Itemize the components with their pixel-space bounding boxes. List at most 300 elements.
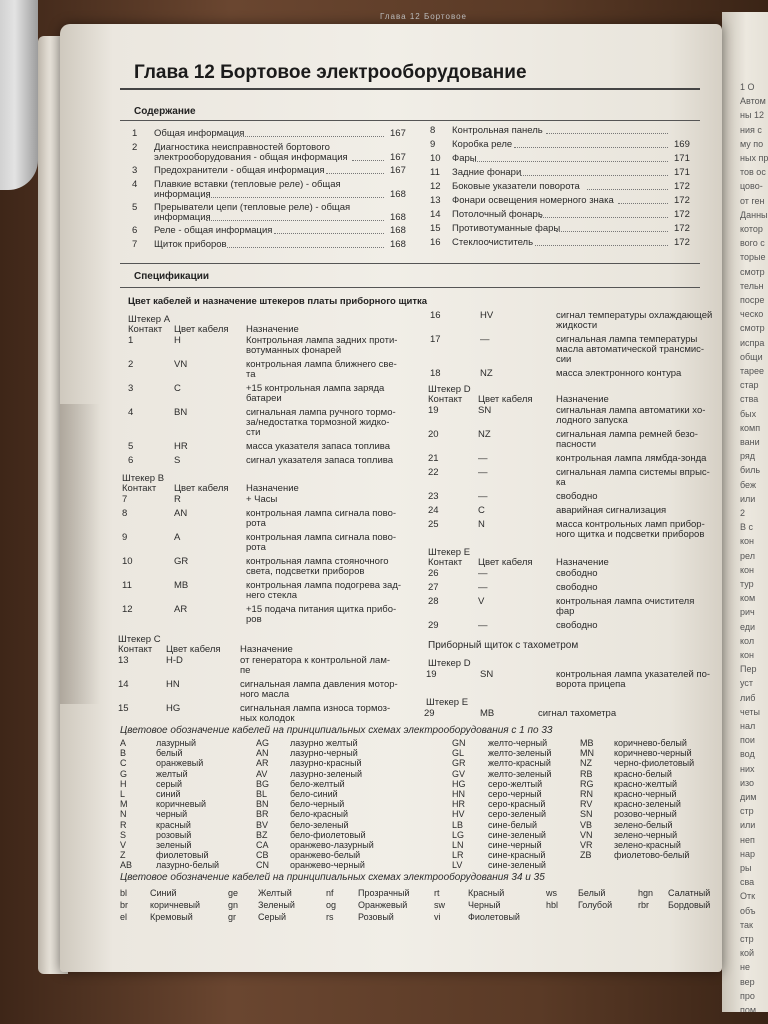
contact-purpose: сигнальная лампа системы впрыс- (556, 467, 710, 478)
toc-page-number: 167 (390, 165, 406, 176)
color-code: AG (256, 738, 270, 748)
color-code: BN (256, 799, 269, 810)
color-code: S (120, 829, 127, 840)
right-page-fragment: не (740, 962, 750, 973)
cable-color-code: S (174, 455, 181, 466)
toc-entry-text: Стеклоочиститель (452, 237, 534, 248)
right-page-fragment: цово- (740, 181, 763, 192)
toc-number: 13 (430, 195, 441, 206)
contact-purpose: за/недостатка тормозной жидко- (246, 417, 390, 428)
toc-number: 15 (430, 223, 441, 234)
toc-number: 6 (132, 225, 138, 236)
color-name: коричнево-черный (614, 748, 692, 759)
color-name: лазурно-белый (156, 860, 220, 871)
contact-number: 8 (122, 508, 128, 519)
color-name: бело-черный (290, 799, 345, 810)
cable-color-code: SN (478, 405, 492, 416)
cable-color-code: — (478, 467, 488, 478)
contact-purpose: контрольная лампа указателей по- (556, 669, 711, 680)
column-header-purpose: Назначение (240, 644, 293, 655)
right-page-fragment: рич (740, 607, 755, 618)
color-code: og (326, 900, 337, 910)
right-page-fragment: В с (740, 522, 754, 533)
toc-entry-text: Диагностика неисправностей бортового (154, 142, 330, 153)
color-name: желто-зеленый (488, 748, 552, 759)
contact-purpose: масса электронного контура (556, 368, 682, 379)
toc-leader-dots (274, 233, 384, 234)
contact-purpose: рота (246, 518, 266, 529)
color-code: MN (580, 748, 594, 759)
cable-color-code: HR (174, 441, 188, 452)
color-code: LN (452, 840, 464, 850)
color-code: G (120, 768, 128, 779)
contact-purpose: свободно (556, 620, 598, 631)
contact-number: 10 (122, 556, 133, 567)
color-code: hgn (638, 888, 654, 898)
contact-purpose: сигнальная лампа износа тормоз- (240, 703, 391, 714)
color-name: лазурно желтый (290, 738, 358, 748)
contact-purpose: контрольная лампа стояночного (246, 556, 389, 567)
contact-number: 13 (118, 655, 129, 666)
cable-color-code: VN (174, 359, 188, 370)
column-header-color: Цвет кабеля (174, 324, 229, 335)
color-code: HG (452, 778, 466, 789)
color-name: желто-красный (488, 758, 551, 769)
right-page-fragment: вого с (740, 238, 765, 249)
color-name: зелено-белый (614, 819, 673, 830)
color-name: бело-желтый (290, 778, 345, 789)
specs-heading: Спецификации (134, 271, 210, 282)
toc-entry-text: электрооборудования - общая информация (154, 152, 348, 163)
color-code: BR (256, 809, 269, 820)
toc-number: 10 (430, 153, 441, 164)
title-rule (120, 88, 700, 90)
tacho-heading: Приборный щиток с тахометром (428, 640, 579, 651)
contact-purpose: + Часы (246, 494, 278, 505)
color-code: A (120, 738, 127, 748)
color-name: фиолетовый (156, 850, 209, 861)
color-name: Голубой (578, 900, 613, 910)
toc-entry-text: Общая информация (154, 128, 245, 139)
plug-d-title: Штекер D (428, 384, 471, 395)
column-header-contact: Контакт (428, 394, 463, 405)
toc-page-number: 172 (674, 223, 690, 234)
color-code: AR (256, 758, 269, 769)
contact-purpose: света, подсветки приборов (246, 566, 365, 577)
right-page-fragment: ных пр (740, 153, 768, 163)
right-page-fragment: Отк (740, 891, 756, 902)
color-name: Розовый (358, 912, 394, 922)
contact-number: 2 (128, 359, 134, 370)
color-code: HV (452, 809, 465, 820)
color-name: красный (156, 819, 191, 830)
contact-purpose: батареи (246, 393, 282, 404)
specs-rule (120, 287, 700, 288)
contact-purpose: сигнал указателя запаса топлива (246, 455, 393, 466)
contact-number: 21 (428, 453, 439, 464)
contact-purpose: ного масла (240, 689, 290, 700)
right-page-fragment: комп (740, 422, 761, 433)
contact-purpose: сигнальная лампа ручного тормо- (246, 407, 396, 418)
cable-color-code: A (174, 532, 181, 543)
right-page-fragment: про (740, 990, 755, 1001)
contact-purpose: свободно (556, 491, 598, 502)
color-code: rt (434, 888, 440, 898)
toc-leader-dots (618, 203, 668, 204)
right-page-fragment: них (740, 763, 755, 774)
contact-number: 4 (128, 407, 134, 418)
color-code: BG (256, 778, 270, 789)
contact-purpose: Контрольная лампа задних проти- (246, 335, 398, 346)
contact-purpose: сигнальная лампа температуры (556, 334, 698, 345)
contact-purpose: контрольная лампа ближнего све- (246, 359, 397, 370)
codes1-heading: Цветовое обозначение кабелей на принципиальных схемах электрооборудования с 1 по 33 (120, 725, 553, 736)
color-code: VB (580, 819, 593, 830)
color-code: rbr (638, 900, 649, 910)
color-name: зелено-черный (614, 829, 678, 840)
contact-number: 6 (128, 455, 134, 466)
contact-number: 9 (122, 532, 128, 543)
right-page-fragment: смотр (740, 323, 765, 334)
right-page-fragment: уст (740, 678, 754, 689)
contact-number: 16 (430, 310, 441, 321)
contact-number: 19 (428, 405, 439, 416)
right-page-fragment: общи (740, 351, 763, 362)
contact-purpose: ных колодок (240, 713, 295, 724)
toc-number: 1 (132, 128, 138, 139)
toc-number: 4 (132, 179, 138, 190)
column-header-color: Цвет кабеля (478, 394, 533, 405)
color-name: черный (156, 809, 188, 820)
right-page-fragment: от ген (740, 195, 765, 206)
color-code: SN (580, 809, 593, 820)
color-code: MB (580, 738, 594, 748)
color-code: GL (452, 748, 465, 759)
color-name: Зеленый (258, 900, 295, 910)
contact-purpose: +15 контрольная лампа заряда (246, 383, 385, 394)
color-name: черно-фиолетовый (614, 758, 695, 769)
right-page-fragment: Автом (740, 96, 766, 107)
contact-number: 22 (428, 467, 439, 478)
right-page-fragment: так (740, 919, 753, 930)
contact-purpose: фар (556, 606, 575, 617)
color-name: Черный (468, 900, 501, 910)
color-code: gr (228, 912, 237, 922)
cable-color-code: HG (166, 703, 181, 714)
color-code: B (120, 748, 127, 759)
specs-rule-top (120, 263, 700, 264)
toc-entry-text: Противотуманные фары (452, 223, 561, 234)
color-name: красно-белый (614, 768, 672, 779)
contact-number: 12 (122, 604, 133, 615)
color-name: бело-красный (290, 809, 349, 820)
toc-page-number: 168 (390, 239, 406, 250)
toc-page-number: 171 (674, 153, 690, 164)
color-code: AB (120, 860, 133, 871)
column-header-purpose: Назначение (556, 394, 609, 405)
contact-purpose: ворота прицепа (556, 679, 626, 690)
color-name: Фиолетовый (468, 912, 520, 922)
color-code: RN (580, 789, 593, 799)
contact-purpose: +15 подача питания щитка прибо- (246, 604, 397, 615)
color-name: Серый (258, 912, 287, 922)
contact-purpose: от генератора к контрольной лам- (240, 655, 391, 666)
contact-purpose: контрольная лампа сигнала пово- (246, 532, 397, 543)
toc-number: 7 (132, 239, 138, 250)
cable-color-code: HV (480, 310, 494, 321)
chapter-title: Глава 12 Бортовое электрооборудование (134, 62, 527, 83)
tacho-plug-e-title: Штекер Е (426, 697, 469, 708)
right-page-edge (722, 12, 768, 1012)
right-page-fragment: кол (740, 635, 755, 646)
right-page-fragment: нар (740, 848, 755, 859)
color-name: зелено-красный (614, 840, 681, 850)
toc-entry-text: Плавкие вставки (тепловые реле) - общая (154, 179, 341, 190)
cable-color-code: AN (174, 508, 188, 519)
color-name: серо-желтый (488, 778, 543, 789)
contact-purpose: сии (556, 354, 572, 365)
color-name: коричнево-белый (614, 738, 687, 748)
toc-number: 5 (132, 202, 138, 213)
right-page-fragment: еди (740, 621, 756, 632)
color-code: ws (546, 888, 557, 898)
color-code: C (120, 758, 127, 769)
right-page-fragment: дим (740, 792, 757, 802)
cable-color-code: GR (174, 556, 189, 567)
color-name: серо-зеленый (488, 809, 546, 820)
toc-leader-dots (206, 220, 384, 221)
color-name: бело-фиолетовый (290, 829, 366, 840)
color-code: hbl (546, 900, 559, 910)
column-header-color: Цвет кабеля (478, 557, 533, 568)
plug-b-title: Штекер В (122, 473, 165, 484)
contact-number: 24 (428, 505, 439, 516)
color-code: V (120, 840, 127, 850)
cable-color-code: BN (174, 407, 188, 418)
cable-color-code: C (478, 505, 485, 516)
contact-number: 17 (430, 334, 441, 345)
color-code: RB (580, 768, 593, 779)
contact-purpose: свободно (556, 582, 598, 593)
column-header-color: Цвет кабеля (166, 644, 221, 655)
right-page-fragment: кой (740, 948, 755, 959)
right-page-fragment: или (740, 820, 756, 831)
color-code: R (120, 819, 127, 830)
color-code: LV (452, 860, 463, 871)
toc-number: 3 (132, 165, 138, 176)
column-header-contact: Контакт (122, 483, 157, 494)
color-name: лазурный (156, 738, 197, 748)
color-name: бело-зеленый (290, 819, 349, 830)
toc-leader-dots (540, 217, 668, 218)
color-code: N (120, 809, 127, 820)
color-code: CA (256, 840, 269, 850)
right-page-fragment: ния с (740, 124, 762, 135)
contact-purpose: контрольная лампа подогрева зад- (246, 580, 402, 591)
contact-purpose: рота (246, 542, 266, 553)
toc-leader-dots (556, 231, 668, 232)
right-page-fragment: нал (740, 721, 756, 731)
right-page-fragment: вер (740, 976, 755, 987)
contact-purpose: ров (246, 614, 262, 625)
toc-entry-text: Фонари освещения номерного знака (452, 195, 614, 206)
right-page-fragment: вани (740, 437, 760, 447)
color-name: Синий (150, 888, 177, 898)
color-code: HR (452, 799, 465, 810)
contents-heading: Содержание (134, 106, 196, 117)
contact-purpose: та (246, 369, 256, 380)
color-name: серо-черный (488, 789, 542, 799)
color-name: синий (156, 789, 181, 799)
right-page-fragment: ком (740, 593, 756, 604)
right-page-fragment: тарее (740, 366, 765, 376)
contact-number: 28 (428, 596, 439, 607)
contact-number: 15 (118, 703, 129, 714)
color-code: AV (256, 768, 268, 779)
column-header-contact: Контакт (118, 644, 153, 655)
right-page-fragment: стр (740, 806, 754, 817)
contact-purpose: контрольная лампа очистителя (556, 596, 695, 607)
plug-e-title: Штекер Е (428, 547, 471, 558)
toc-leader-dots (237, 136, 384, 137)
column-header-purpose: Назначение (556, 557, 609, 568)
color-code: VN (580, 829, 593, 840)
contact-purpose: контрольная лампа сигнала пово- (246, 508, 397, 519)
right-page-fragment: тельн (740, 280, 764, 291)
contact-purpose: лодного запуска (556, 415, 628, 426)
color-name: оранжевый (156, 758, 204, 769)
right-page-fragment: стр (740, 934, 754, 944)
contact-purpose: сти (246, 427, 261, 438)
cable-color-code: H-D (166, 655, 183, 666)
right-page-fragment: му по (740, 138, 764, 149)
color-code: GN (452, 738, 466, 748)
color-name: Кремовый (150, 912, 193, 922)
contact-purpose: сигнальная лампа давления мотор- (240, 679, 398, 690)
specs-subheading: Цвет кабелей и назначение штекеров платы приборного щитка (128, 296, 428, 307)
color-code: M (120, 799, 128, 810)
color-name: коричневый (150, 900, 201, 910)
contact-purpose: жидкости (556, 320, 598, 331)
right-page-fragment: пом (740, 1005, 757, 1012)
toc-page-number: 168 (390, 225, 406, 236)
color-code: GR (452, 758, 466, 769)
right-page-fragment: бых (740, 408, 757, 419)
color-name: желто-черный (488, 738, 548, 748)
right-page-fragment: тов ос (740, 167, 766, 178)
contact-number: 29 (424, 708, 435, 719)
contact-number: 19 (426, 669, 437, 680)
contact-purpose: сигнал температуры охлаждающей (556, 310, 713, 321)
toc-page-number: 172 (674, 237, 690, 248)
contact-purpose: него стекла (246, 590, 298, 601)
contact-number: 7 (122, 494, 128, 505)
color-name: желто-зеленый (488, 768, 552, 779)
cable-color-code: R (174, 494, 181, 505)
right-page-fragment: беж (740, 479, 756, 490)
toc-leader-dots (227, 247, 384, 248)
right-page-fragment: ны 12 (740, 110, 764, 121)
contact-number: 25 (428, 519, 439, 530)
color-code: HN (452, 789, 465, 799)
toc-leader-dots (326, 173, 384, 174)
color-name: Желтый (258, 888, 292, 898)
right-page-fragment: ства (740, 394, 759, 405)
toc-page-number: 172 (674, 195, 690, 206)
color-name: Белый (578, 888, 606, 898)
toc-entry-text: Предохранители - общая информация (154, 165, 325, 176)
color-code: ge (228, 888, 239, 898)
toc-entry-text: Задние фонари (452, 167, 522, 178)
color-code: BL (256, 789, 268, 799)
toc-page-number: 172 (674, 209, 690, 220)
toc-page-number: 169 (674, 139, 690, 150)
color-code: L (120, 789, 126, 799)
toc-page-number: 168 (390, 212, 406, 223)
toc-page-number: 168 (390, 189, 406, 200)
contact-purpose: масла автоматической трансмис- (556, 344, 705, 355)
color-name: Бордовый (668, 900, 711, 910)
color-name: серо-красный (488, 799, 546, 810)
cable-color-code: N (478, 519, 485, 530)
right-page-fragment: ры (740, 863, 752, 873)
contact-purpose: свободно (556, 568, 598, 579)
contact-number: 3 (128, 383, 134, 394)
right-page-fragment: смотр (740, 266, 765, 277)
toc-number: 12 (430, 181, 441, 192)
color-name: Салатный (668, 888, 711, 898)
contact-purpose: ного щитка и подсветки приборов (556, 529, 705, 540)
color-name: оранжево-лазурный (290, 840, 374, 850)
color-code: Z (120, 850, 126, 861)
color-code: VR (580, 840, 593, 850)
color-code: AN (256, 748, 269, 759)
color-name: сине-зеленый (488, 829, 546, 840)
color-code: el (120, 912, 128, 922)
color-code: CN (256, 860, 269, 871)
right-page-fragment: тур (740, 579, 754, 589)
cable-color-code: MB (480, 708, 495, 719)
toc-number: 14 (430, 209, 441, 220)
color-name: лазурно-черный (290, 748, 358, 759)
page-smudge (60, 404, 100, 704)
color-name: сине-черный (488, 840, 542, 850)
cable-color-code: MB (174, 580, 189, 591)
toc-entry-text: Потолочный фонарь (452, 209, 543, 220)
toc-number: 8 (430, 125, 436, 136)
cable-color-code: — (478, 582, 488, 593)
contact-purpose: пасности (556, 439, 597, 450)
toc-number: 16 (430, 237, 441, 248)
color-code: rs (326, 912, 334, 922)
contact-number: 5 (128, 441, 134, 452)
contact-number: 27 (428, 582, 439, 593)
right-page-fragment: испра (740, 337, 765, 348)
color-code: LR (452, 850, 464, 861)
column-header-contact: Контакт (428, 557, 463, 568)
column-header-purpose: Назначение (246, 483, 299, 494)
right-page-fragment: 2 (740, 508, 746, 518)
toc-entry-text: Контрольная панель (452, 125, 543, 136)
right-page-fragment: сва (740, 877, 755, 888)
toc-entry-text: информация (154, 189, 211, 200)
toc-leader-dots (587, 189, 668, 190)
color-name: оранжево-черный (290, 860, 365, 871)
color-code: nf (326, 888, 334, 898)
cable-color-code: — (478, 568, 488, 579)
right-page-fragment: вод (740, 749, 755, 760)
right-page-fragment: или (740, 493, 756, 504)
